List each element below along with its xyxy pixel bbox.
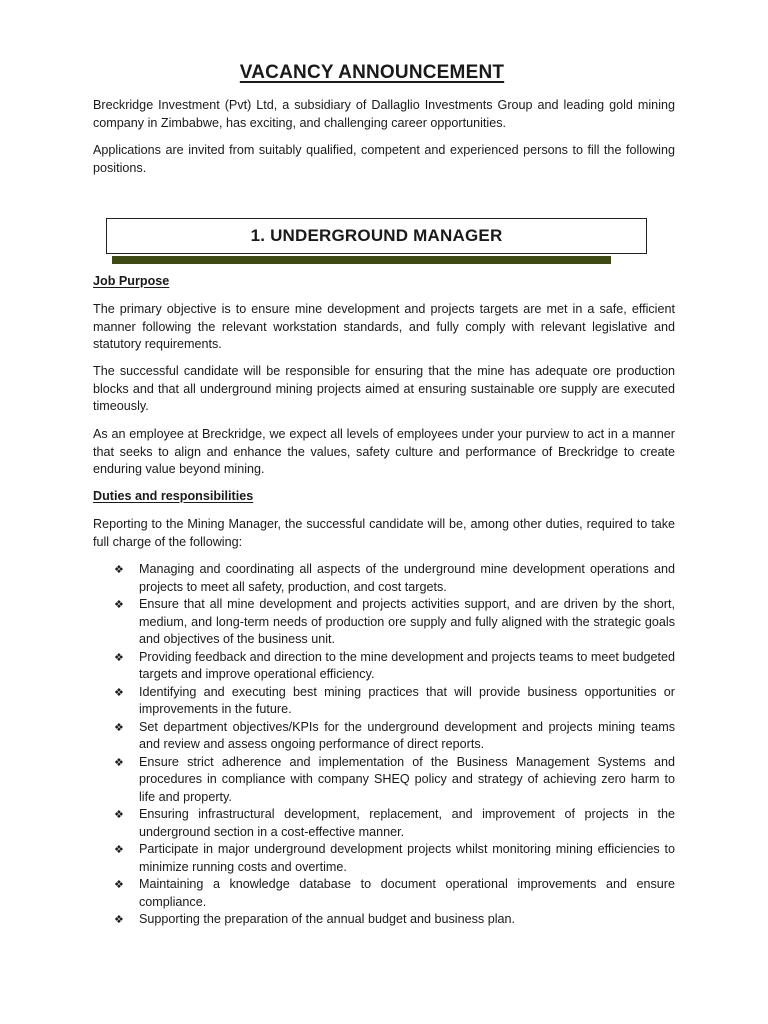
duty-text: Set department objectives/KPIs for the underground development and projects mining teams and review and assess ongoing performance of direct reports.	[139, 719, 675, 751]
position-title-box	[106, 218, 647, 254]
job-purpose-paragraph-2: The successful candidate will be responsible for ensuring that the mine has adequate ore production blocks and that all underground mining projects aimed at ensuring sustainable ore supply are executed timeously.	[93, 364, 675, 413]
diamond-bullet-icon: ❖	[114, 913, 124, 926]
duty-text: Ensure strict adherence and implementation of the Business Management Systems and procedures in compliance with company SHEQ policy and strategy of achieving zero harm to life and property.	[139, 754, 675, 804]
intro-paragraph-1: Breckridge Investment (Pvt) Ltd, a subsidiary of Dallaglio Investments Group and leading gold mining company in Zimbabwe, has exciting, and challenging career opportunities.	[93, 98, 675, 130]
diamond-bullet-icon: ❖	[114, 755, 124, 769]
duty-item	[93, 596, 675, 649]
job-purpose-paragraph-3: As an employee at Breckridge, we expect all levels of employees under your purview to act in a manner that seeks to align and enhance the values, safety culture and performance of Breckridge to create enduring value beyond mining.	[93, 427, 675, 476]
duties-list	[93, 561, 675, 929]
duties-heading: Duties and responsibilities	[93, 489, 254, 503]
duty-text: Ensure that all mine development and projects activities support, and are driven by the short, medium, and long-term needs of production ore supply and fully aligned with the strategic goals and objectives of the business unit.	[139, 597, 675, 646]
page-title: VACANCY ANNOUNCEMENT	[239, 62, 505, 83]
duty-item	[93, 684, 675, 719]
duty-item	[93, 841, 675, 876]
position-title: 1. UNDERGROUND MANAGER	[250, 226, 503, 245]
duty-item	[93, 719, 675, 754]
duty-item	[93, 754, 675, 807]
duty-text: Identifying and executing best mining practices that will provide business opportunities or improvements in the future.	[139, 684, 675, 716]
diamond-bullet-icon: ❖	[114, 650, 124, 664]
diamond-bullet-icon: ❖	[114, 598, 124, 611]
duty-text: Ensuring infrastructural development, replacement, and improvement of projects in the underground section in a cost-effective manner.	[139, 807, 675, 839]
duty-item	[93, 561, 675, 596]
duty-item	[93, 806, 675, 841]
duty-text: Supporting the preparation of the annual budget and business plan.	[139, 912, 515, 926]
diamond-bullet-icon: ❖	[114, 878, 124, 891]
duty-item	[93, 911, 675, 929]
diamond-bullet-icon: ❖	[114, 843, 124, 856]
job-purpose-heading: Job Purpose	[93, 274, 170, 288]
duty-item	[93, 649, 675, 684]
intro-paragraph-2: Applications are invited from suitably qualified, competent and experienced persons to fill the following positions.	[93, 143, 675, 175]
diamond-bullet-icon: ❖	[114, 720, 124, 734]
duties-intro: Reporting to the Mining Manager, the successful candidate will be, among other duties, required to take full charge of the following:	[93, 517, 675, 549]
duty-item	[93, 876, 675, 911]
duty-text: Participate in major underground development projects whilst monitoring mining efficiencies to minimize running costs and overtime.	[139, 842, 675, 874]
duty-text: Managing and coordinating all aspects of the underground mine development operations and projects to meet all safety, production, and cost targets.	[139, 562, 675, 594]
duty-text: Maintaining a knowledge database to document operational improvements and ensure compliance.	[139, 877, 675, 909]
diamond-bullet-icon: ❖	[114, 808, 124, 821]
diamond-bullet-icon: ❖	[114, 563, 124, 576]
accent-bar	[112, 256, 611, 264]
job-purpose-paragraph-1: The primary objective is to ensure mine development and projects targets are met in a safe, efficient manner following the relevant workstation standards, and fully comply with relevant legislative and statutory requirements.	[93, 302, 675, 351]
diamond-bullet-icon: ❖	[114, 685, 124, 699]
duty-text: Providing feedback and direction to the mine development and projects teams to meet budgeted targets and improve operational efficiency.	[139, 649, 675, 681]
